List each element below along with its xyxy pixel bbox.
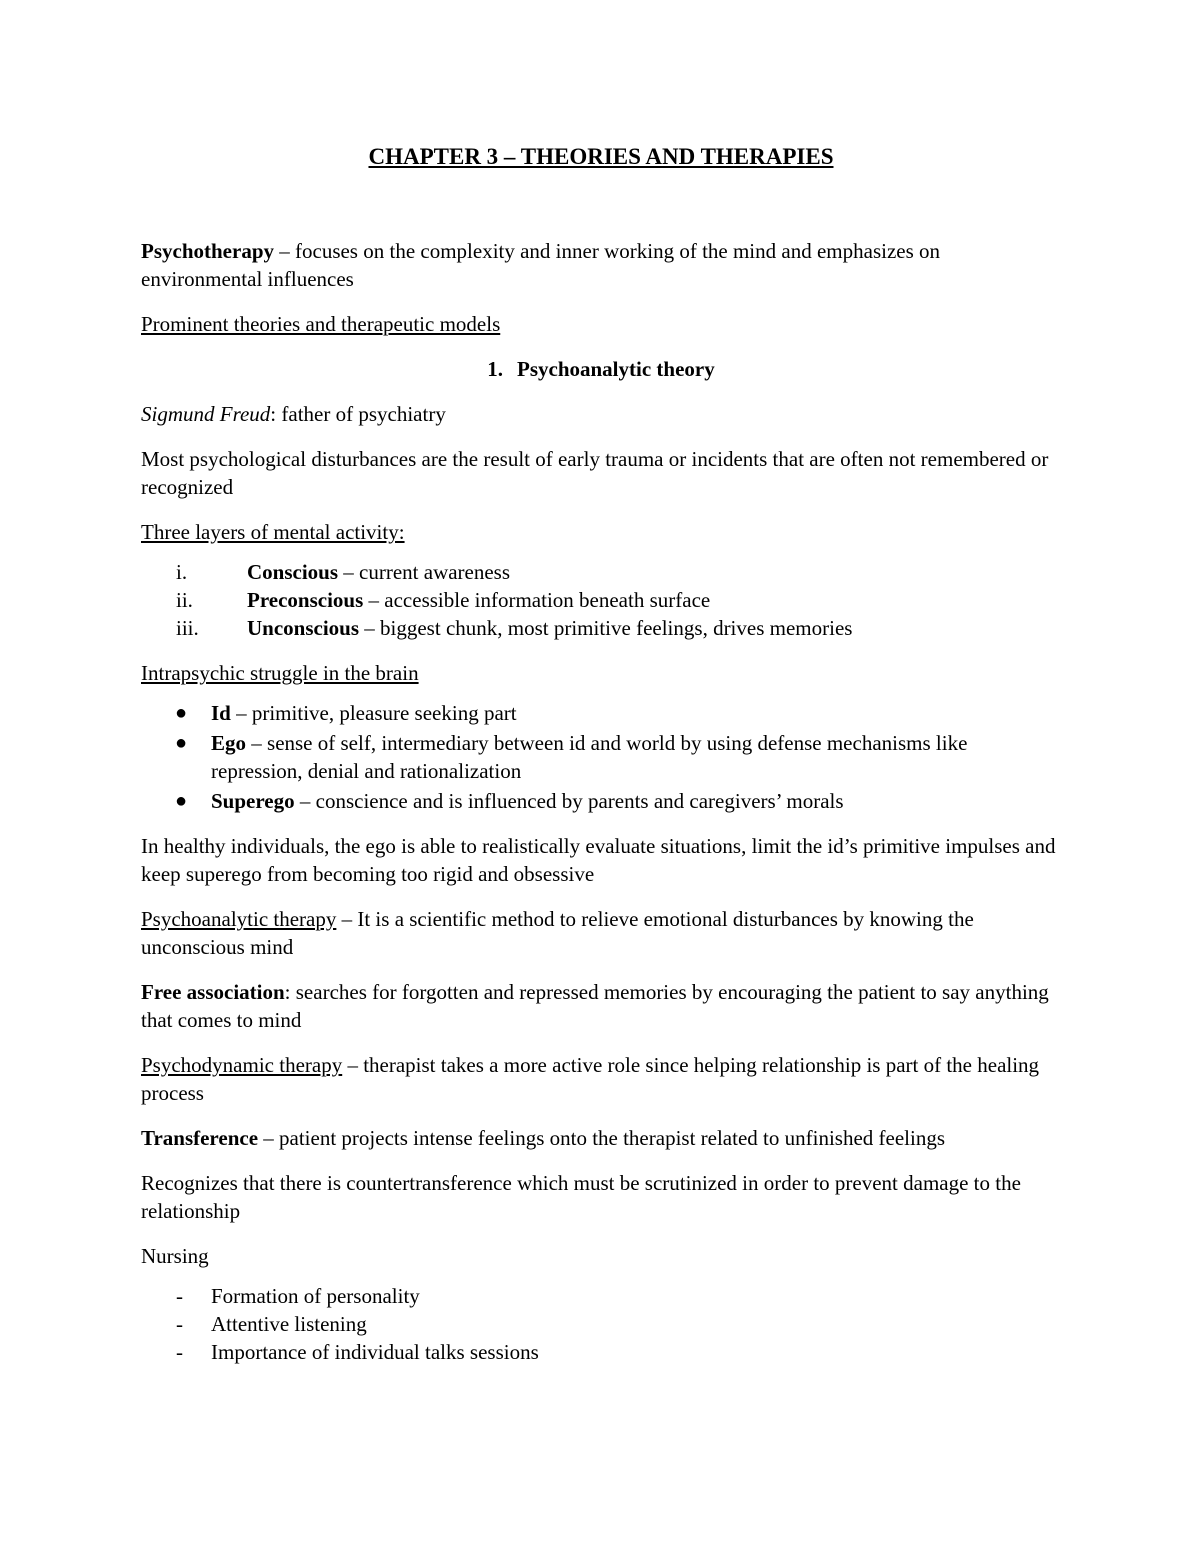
document-body (141, 140, 1061, 1383)
countertransference-paragraph: Recognizes that there is countertransference which must be scrutinized in order to prevent damage to the relationship (141, 1171, 1021, 1223)
free-association-term: Free association (141, 980, 285, 1004)
list-item (141, 1282, 1061, 1310)
freud-name: Sigmund Freud (141, 402, 271, 426)
layers-heading: Three layers of mental activity: (141, 520, 405, 544)
list-item (141, 558, 1061, 586)
list-item (141, 1310, 1061, 1338)
list-marker: iii. (176, 616, 199, 640)
healthy-individuals-paragraph: In healthy individuals, the ego is able to realistically evaluate situations, limit the id’s primitive impulses and keep superego from becoming too rigid and obsessive (141, 834, 1056, 886)
struggle-term: Superego (211, 789, 295, 813)
freud-description: : father of psychiatry (270, 402, 446, 426)
free-association-paragraph (141, 978, 1061, 1034)
section-number: 1. (487, 357, 503, 381)
psychoanalytic-therapy-term: Psychoanalytic therapy (141, 907, 337, 931)
struggle-text: – sense of self, intermediary between id and world by using defense mechanisms like repression, denial and rationalization (211, 731, 968, 783)
layer-term: Unconscious (247, 616, 360, 640)
nursing-heading: Nursing (141, 1244, 209, 1268)
layer-text: – accessible information beneath surface (363, 588, 711, 612)
list-item (141, 787, 1061, 815)
page-title: CHAPTER 3 – THEORIES AND THERAPIES (368, 144, 834, 169)
bullet-icon: ● (175, 790, 188, 812)
psychotherapy-definition: – focuses on the complexity and inner working of the mind and emphasizes on environmental influences (141, 239, 941, 291)
layer-text: – biggest chunk, most primitive feelings, drives memories (359, 616, 853, 640)
layer-term: Preconscious (247, 588, 364, 612)
psychodynamic-therapy-text: – therapist takes a more active role since helping relationship is part of the healing process (141, 1053, 1040, 1105)
nursing-list (141, 1282, 1061, 1366)
list-marker: i. (176, 560, 188, 584)
struggle-heading: Intrapsychic struggle in the brain (141, 661, 419, 685)
struggle-list (141, 699, 1061, 815)
psychotherapy-paragraph (141, 237, 1061, 293)
layer-text: – current awareness (338, 560, 511, 584)
struggle-term: Id (211, 701, 231, 725)
list-item (141, 586, 1061, 614)
list-marker: ii. (176, 588, 193, 612)
psychoanalytic-therapy-paragraph (141, 905, 1061, 961)
transference-term: Transference (141, 1126, 259, 1150)
list-item (141, 614, 1061, 642)
section-title: Psychoanalytic theory (517, 357, 715, 381)
nursing-item-text: Importance of individual talks sessions (211, 1340, 539, 1364)
section-heading-psychoanalytic-theory (141, 355, 1061, 383)
freud-paragraph (141, 400, 1061, 428)
psychodynamic-therapy-term: Psychodynamic therapy (141, 1053, 343, 1077)
nursing-item-text: Attentive listening (211, 1312, 367, 1336)
psychodynamic-therapy-paragraph (141, 1051, 1061, 1107)
transference-text: – patient projects intense feelings onto the therapist related to unfinished feelings (258, 1126, 946, 1150)
list-item (141, 1338, 1061, 1366)
struggle-term: Ego (211, 731, 247, 755)
free-association-text: : searches for forgotten and repressed memories by encouraging the patient to say anything that comes to mind (141, 980, 1049, 1032)
struggle-text: – primitive, pleasure seeking part (230, 701, 517, 725)
psychotherapy-term: Psychotherapy (141, 239, 274, 263)
nursing-item-text: Formation of personality (211, 1284, 420, 1308)
prominent-theories-heading: Prominent theories and therapeutic models (141, 312, 501, 336)
dash-marker: - (176, 1312, 183, 1336)
disturbances-paragraph: Most psychological disturbances are the result of early trauma or incidents that are often not remembered or recognized (141, 447, 1049, 499)
list-item (141, 699, 1061, 727)
dash-marker: - (176, 1340, 183, 1364)
psychoanalytic-therapy-text: – It is a scientific method to relieve emotional disturbances by knowing the unconscious mind (141, 907, 974, 959)
bullet-icon: ● (175, 732, 188, 754)
transference-paragraph (141, 1124, 1061, 1152)
struggle-text: – conscience and is influenced by parents and caregivers’ morals (294, 789, 844, 813)
layer-term: Conscious (247, 560, 339, 584)
dash-marker: - (176, 1284, 183, 1308)
bullet-icon: ● (175, 702, 188, 724)
list-item (141, 729, 1061, 785)
layers-list (141, 558, 1061, 642)
